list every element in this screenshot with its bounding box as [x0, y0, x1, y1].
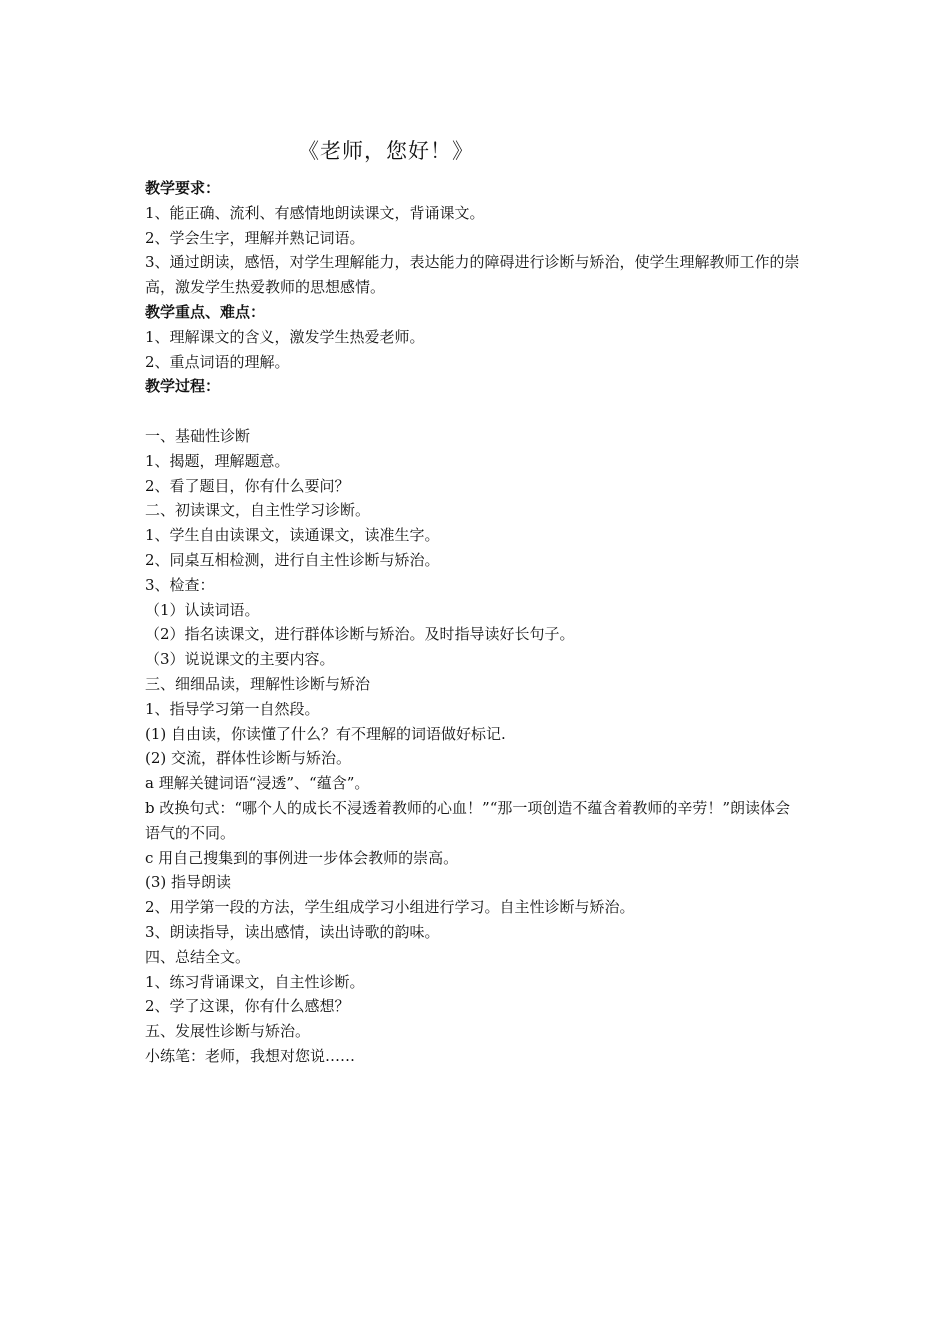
requirement-item: 2、学会生字，理解并熟记词语。	[145, 228, 365, 247]
process-item: （3）说说课文的主要内容。	[145, 650, 335, 669]
process-item: 3、朗读指导，读出感情，读出诗歌的韵味。	[145, 922, 440, 941]
process-item: 小练笔：老师，我想对您说……	[145, 1046, 356, 1065]
requirement-item: 3、通过朗读，感悟，对学生理解能力，表达能力的障碍进行诊断与矫治，使学生理解教师工作的崇高，激发学生热爱教师的思想感情。	[145, 253, 800, 297]
process-item: （2）指名读课文，进行群体诊断与矫治。及时指导读好长句子。	[145, 625, 575, 644]
section-heading-key-points: 教学重点、难点：	[145, 302, 266, 321]
process-item: 1、揭题，理解题意。	[145, 451, 290, 470]
process-item: 1、指导学习第一自然段。	[145, 699, 320, 718]
process-item: (2) 交流，群体性诊断与矫治。	[145, 749, 352, 768]
key-point-item: 1、理解课文的含义，激发学生热爱老师。	[145, 327, 425, 346]
process-item: 2、学了这课，你有什么感想？	[145, 997, 350, 1016]
process-item: 3、检查：	[145, 575, 215, 594]
process-item: 五、发展性诊断与矫治。	[145, 1022, 311, 1041]
process-item: (1) 自由读，你读懂了什么？有不理解的词语做好标记.	[145, 724, 506, 743]
section-heading-requirements: 教学要求：	[145, 179, 221, 197]
process-item: 2、看了题目，你有什么要问？	[145, 476, 350, 495]
process-item: 1、练习背诵课文，自主性诊断。	[145, 972, 365, 991]
process-item: 四、总结全文。	[145, 947, 251, 966]
process-item: 2、用学第一段的方法，学生组成学习小组进行学习。自主性诊断与矫治。	[145, 898, 635, 917]
process-item: 一、基础性诊断	[145, 426, 251, 445]
process-item: （1）认读词语。	[145, 600, 260, 619]
process-item: b 改换句式：“哪个人的成长不浸透着教师的心血！”“那一项创造不蕴含着教师的辛劳！”朗读体会语气的不同。	[145, 798, 791, 842]
process-item: 2、同桌互相检测，进行自主性诊断与矫治。	[145, 550, 440, 569]
key-point-item: 2、重点词语的理解。	[145, 352, 290, 371]
requirement-item: 1、能正确、流利、有感情地朗读课文，背诵课文。	[145, 203, 485, 222]
process-item: a 理解关键词语“浸透”、“蕴含”。	[145, 774, 370, 793]
process-item: 1、学生自由读课文，读通课文，读准生字。	[145, 526, 440, 545]
document-title: 《老师，您好！》	[298, 139, 474, 163]
section-heading-process: 教学过程：	[145, 377, 221, 396]
document-body	[145, 176, 800, 1069]
process-item: 二、初读课文，自主性学习诊断。	[145, 501, 371, 520]
process-item: (3) 指导朗读	[145, 873, 232, 892]
process-item: c 用自己搜集到的事例进一步体会教师的崇高。	[145, 848, 459, 867]
blank-line	[145, 399, 800, 424]
process-item: 三、细细品读，理解性诊断与矫治	[145, 674, 371, 693]
